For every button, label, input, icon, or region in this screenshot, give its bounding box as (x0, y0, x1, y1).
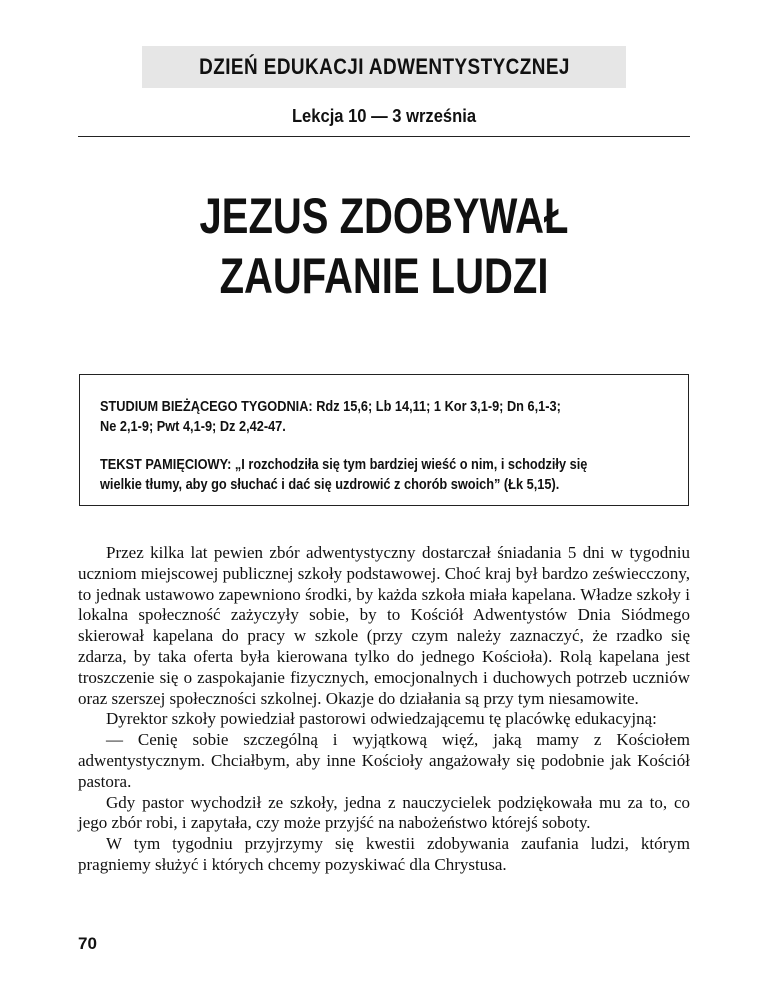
body-paragraph: Gdy pastor wychodził ze szkoły, jedna z nauczycielek podziękowała mu za to, co jego zbór robi, i zapytała, czy może przyjść na nabożeństwo którejś soboty. (78, 792, 690, 833)
body-paragraph: W tym tygodniu przyjrzymy się kwestii zdobywania zaufania ludzi, którym pragniemy służyć i których chcemy pozyskiwać dla Chrystusa. (78, 834, 690, 874)
page-title (78, 186, 690, 306)
body-paragraph: Dyrektor szkoły powiedział pastorowi odwiedzającemu tę placówkę edukacyjną: (106, 709, 657, 729)
banner-title: DZIEŃ EDUKACJI ADWENTYSTYCZNEJ (198, 54, 570, 79)
body-paragraph: Przez kilka lat pewien zbór adwentystyczny dostarczał śniadania 5 dni w tygodniu uczniom miejscowej publicznej szkoły podstawowej. Choć kraj był bardzo zeświecczony, to jednak ustawowo zapewniono środki, by każda szkoła miała kapelana. Władze szkoły i lokalna społeczność zażyczyły sobie, by to Kościół Adwentystów Dnia Siódmego skierował kapelana do pracy w szkole (przy czym należy zaznaczyć, że rzadko się zdarza, by taka oferta była kierowana tylko do jednego Kościoła). Rolą kapelana jest troszczenie się o zaspokajanie fizycznych, emocjonalnych i duchowych potrzeb uczniów oraz szerszej społeczności szkolnej. Okazje do działania są przy tym niesamowite. (78, 543, 690, 708)
header-divider (78, 136, 690, 137)
title-line-1: JEZUS ZDOBYWAŁ (199, 188, 569, 244)
memory-line-2: wielkie tłumy, aby go słuchać i dać się uzdrowić z chorób swoich” (Łk 5,15). (100, 477, 560, 493)
study-box (79, 374, 689, 506)
section-banner (142, 46, 626, 88)
title-line-2: ZAUFANIE LUDZI (219, 248, 549, 304)
page-number: 70 (78, 934, 97, 953)
memory-text (100, 455, 663, 495)
study-line-2: Ne 2,1-9; Pwt 4,1-9; Dz 2,42-47. (100, 419, 286, 435)
weekly-study-references (100, 397, 663, 437)
lesson-subtitle: Lekcja 10 — 3 września (291, 106, 477, 126)
study-line-1: STUDIUM BIEŻĄCEGO TYGODNIA: Rdz 15,6; Lb 14,11; 1 Kor 3,1-9; Dn 6,1-3; (100, 399, 561, 415)
memory-line-1: TEKST PAMIĘCIOWY: „I rozchodziła się tym bardziej wieść o nim, i schodziły się (100, 457, 588, 473)
body-paragraph: — Cenię sobie szczególną i wyjątkową więź, jaką mamy z Kościołem adwentystycznym. Chciałbym, aby inne Kościoły angażowały się podobnie jak Kościół pastora. (78, 730, 690, 791)
body-text (78, 543, 690, 876)
